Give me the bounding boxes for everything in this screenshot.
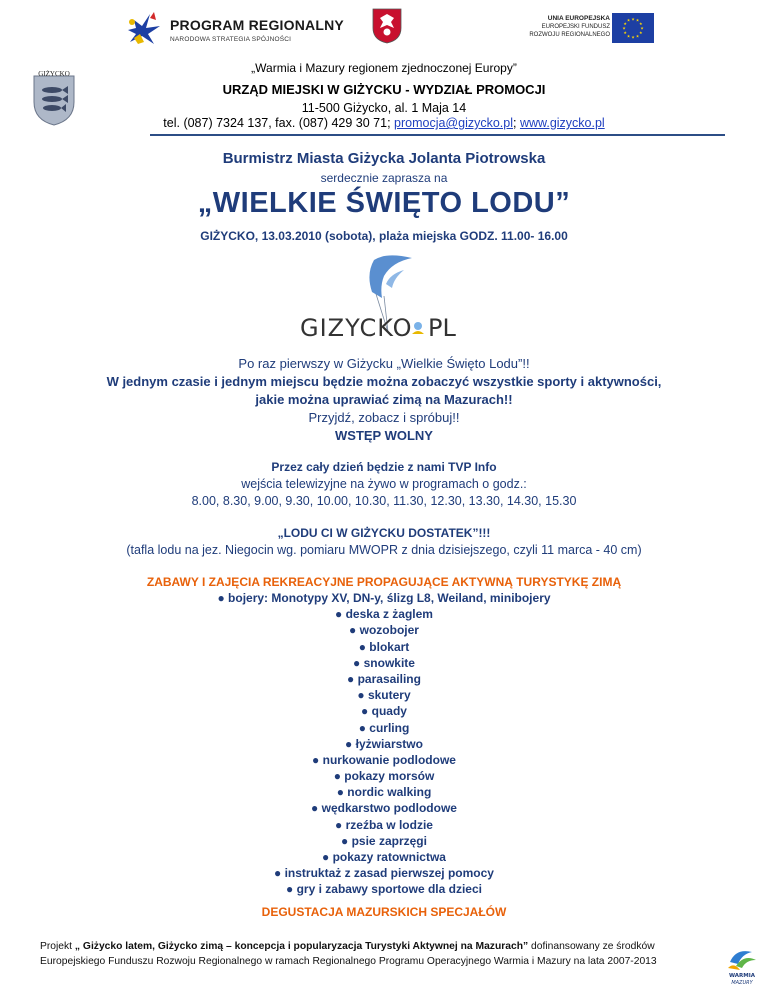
event-title: „WIELKIE ŚWIĘTO LODU”	[197, 187, 571, 219]
website-link[interactable]: www.gizycko.pl	[519, 116, 605, 130]
eu-title: UNIA EUROPEJSKA	[547, 15, 610, 22]
list-item: ● wędkarstwo podlodowe	[311, 801, 457, 816]
tv-title: Przez cały dzień będzie z nami TVP Info	[271, 460, 497, 474]
eu-flag-icon	[612, 13, 654, 43]
activities-title: ZABAWY I ZAJĘCIA REKREACYJNE PROPAGUJĄCE AKTYWNĄ TURYSTYKĘ ZIMĄ	[146, 575, 622, 589]
list-item: ● snowkite	[353, 655, 415, 670]
svg-text:★: ★	[635, 17, 640, 23]
wm-logo-line2: MAZURY	[731, 980, 753, 986]
svg-text:★: ★	[639, 30, 643, 35]
activities-list	[0, 590, 768, 898]
footer-prefix: Projekt	[40, 941, 75, 952]
list-item: ● deska z żaglem	[335, 607, 433, 622]
city-crest-label: GIŻYCKO	[38, 70, 70, 78]
office-name: URZĄD MIEJSKI W GIŻYCKU - WYDZIAŁ PROMOCJI	[222, 82, 546, 97]
footer-line2: Europejskiego Funduszu Rozwoju Regionalnego w ramach Regionalnego Programu Operacyjnego Warmia i Mazury na lata 2007-2013	[40, 956, 657, 967]
logo-text-left: GIZYCKO	[300, 314, 413, 342]
office-contact	[0, 116, 768, 130]
svg-text:★: ★	[631, 16, 635, 22]
list-item: ● wozobojer	[349, 623, 419, 638]
list-item: ● curling	[358, 720, 410, 735]
logo-bar	[0, 0, 768, 56]
program-title: PROGRAM REGIONALNY	[170, 17, 344, 33]
list-item: ● skutery	[357, 688, 411, 703]
email-link[interactable]: promocja@gizycko.pl	[394, 116, 513, 130]
intro-line1: Po raz pierwszy w Giżycku „Wielkie Święto Lodu”!!	[238, 356, 530, 371]
list-item: ● pokazy morsów	[333, 769, 435, 784]
free-entry: WSTĘP WOLNY	[335, 428, 433, 443]
list-item: ● bojery: Monotypy XV, DN-y, ślizg L8, Weiland, minibojery	[217, 591, 551, 605]
parasail-logo-icon	[300, 254, 470, 350]
contact-separator: ;	[513, 116, 520, 130]
program-subtitle: NARODOWA STRATEGIA SPÓJNOŚCI	[170, 36, 292, 43]
list-item: ● quady	[361, 704, 407, 719]
event-date-place: GIŻYCKO, 13.03.2010 (sobota), plaża miejska GODZ. 11.00- 16.00	[200, 229, 568, 243]
svg-text:★: ★	[626, 17, 631, 23]
svg-text:★: ★	[635, 33, 640, 39]
project-name: „ Giżycko latem, Giżycko zimą – koncepcja i popularyzacja Turystyki Aktywnej na Mazurach”	[74, 941, 529, 952]
star-icon	[124, 8, 164, 48]
program-regionalny-logo	[124, 8, 344, 48]
list-item: ● blokart	[358, 639, 410, 654]
eu-fund-line2: ROZWOJU REGIONALNEGO	[529, 32, 610, 38]
list-item: ● nurkowanie podlodowe	[312, 752, 456, 767]
gizycko-pl-logo	[300, 254, 470, 350]
regional-motto: „Warmia i Mazury regionem zjednoczonej Europy”	[251, 61, 517, 75]
mayor-name: Burmistrz Miasta Giżycka Jolanta Piotrowska	[222, 150, 546, 167]
ice-note: (tafla lodu na jez. Niegocin wg. pomiaru MWOPR z dnia dzisiejszego, czyli 11 marca - 40 cm)	[126, 543, 642, 557]
tv-times: 8.00, 8.30, 9.00, 9.30, 10.00, 10.30, 11.30, 12.30, 13.30, 14.30, 15.30	[191, 494, 577, 508]
logo-text-right: PL	[428, 314, 456, 342]
list-item: ● rzeźba w lodzie	[335, 817, 433, 832]
svg-text:★: ★	[640, 25, 644, 31]
list-item: ● łyżwiarstwo	[345, 736, 423, 751]
list-item: ● nordic walking	[336, 785, 432, 800]
svg-text:★: ★	[626, 33, 631, 39]
eu-caption	[500, 15, 610, 39]
intro-line2: W jednym czasie i jednym miejscu będzie można zobaczyć wszystkie sporty i aktywności,	[106, 374, 662, 389]
warmia-mazury-logo-icon	[722, 944, 762, 988]
intro-line3: jakie można uprawiać zimą na Mazurach!!	[255, 392, 513, 407]
svg-text:★: ★	[631, 34, 635, 40]
eu-fund-line1: EUROPEJSKI FUNDUSZ	[541, 24, 610, 30]
list-item: ● psie zaprzęgi	[341, 833, 427, 848]
invite-text: serdecznie zaprasza na	[320, 171, 448, 185]
office-address: 11-500 Giżycko, al. 1 Maja 14	[301, 101, 467, 115]
tv-subtitle: wejścia telewizyjne na żywo w programach o godz.:	[241, 477, 527, 491]
intro-line4: Przyjdź, zobacz i spróbuj!!	[308, 410, 460, 425]
list-item: ● parasailing	[347, 671, 421, 686]
tasting-title: DEGUSTACJA MAZURSKICH SPECJAŁÓW	[261, 905, 507, 919]
footer-suffix: dofinansowany ze środków	[528, 941, 655, 952]
list-item: ● instruktaż z zasad pierwszej pomocy	[274, 866, 494, 881]
svg-text:★: ★	[623, 21, 627, 26]
svg-text:★: ★	[623, 30, 627, 35]
header-divider	[150, 134, 725, 136]
svg-text:★: ★	[622, 25, 626, 31]
warmia-mazury-crest-icon	[372, 8, 402, 44]
ice-title: „LODU CI W GIŻYCKU DOSTATEK”!!!	[277, 526, 491, 540]
footer-line1	[40, 939, 720, 954]
list-item: ● pokazy ratownictwa	[322, 850, 446, 864]
svg-text:★: ★	[639, 21, 643, 26]
phone-fax: tel. (087) 7324 137, fax. (087) 429 30 71;	[163, 116, 395, 130]
funding-footer	[40, 939, 720, 969]
wm-logo-line1: WARMIA	[728, 973, 756, 979]
list-item: ● gry i zabawy sportowe dla dzieci	[286, 882, 482, 897]
